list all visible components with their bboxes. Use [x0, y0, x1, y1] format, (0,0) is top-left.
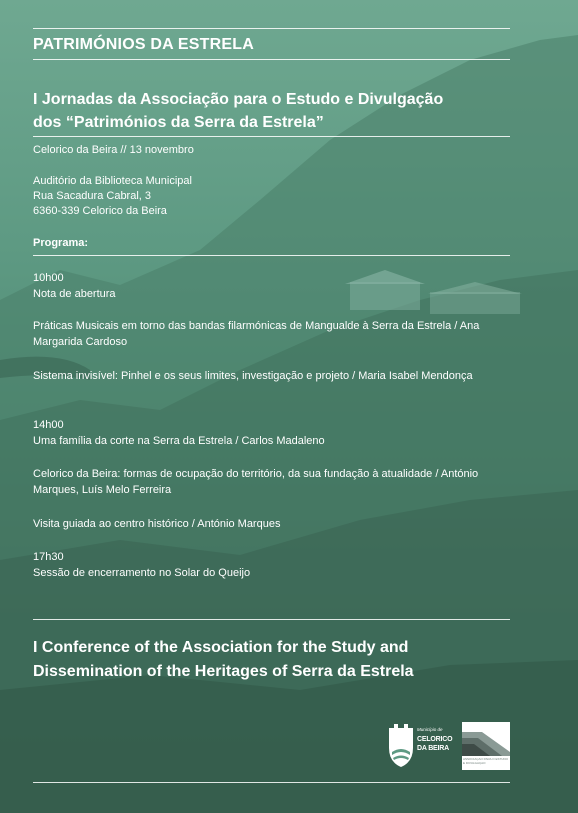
program-item: Uma família da corte na Serra da Estrela / Carlos Madaleno — [33, 435, 325, 447]
header-title: PATRIMÓNIOS DA ESTRELA — [33, 36, 254, 53]
association-logo — [462, 722, 510, 770]
program-time: 10h00 — [33, 272, 64, 284]
association-subtitle-text: E DIVULGAÇÃO — [463, 762, 486, 765]
program-time: 17h30 — [33, 551, 64, 563]
program-item: Sessão de encerramento no Solar do Queijo — [33, 567, 251, 579]
celorico-logo — [388, 724, 458, 770]
event-title-pt — [33, 88, 523, 134]
program-item: Nota de abertura — [33, 288, 116, 300]
venue-line: Auditório da Biblioteca Municipal — [33, 175, 192, 187]
english-title — [33, 636, 533, 684]
association-name-text: ASSOCIAÇÃO PARA O ESTUDO — [463, 758, 508, 761]
castle-tower-icon — [388, 724, 414, 768]
programa-divider — [33, 255, 510, 256]
title-divider — [33, 136, 510, 137]
english-title-line1: I Conference of the Association for the Study and — [33, 639, 409, 656]
english-top-divider — [33, 619, 510, 620]
program-item: Visita guiada ao centro histórico / António Marques — [33, 518, 281, 530]
english-title-line2: Dissemination of the Heritages of Serra da Estrela — [33, 663, 414, 680]
logo-municipio-text: Município de — [417, 727, 443, 732]
bottom-divider — [33, 782, 510, 783]
top-divider — [33, 28, 510, 29]
program-item: Práticas Musicais em torno das bandas filarmónicas de Mangualde à Serra da Estrela / Ana Margarida Cardoso — [33, 320, 480, 348]
program-time: 14h00 — [33, 419, 64, 431]
event-title-line1: I Jornadas da Associação para o Estudo e Divulgação — [33, 91, 444, 108]
program-item: Sistema invisível: Pinhel e os seus limites, investigação e projeto / Maria Isabel Mendonça — [33, 370, 473, 382]
logo-celorico-text: CELORICO — [417, 736, 453, 743]
program-item: Celorico da Beira: formas de ocupação do território, da sua fundação à atualidade / António Marques, Luís Melo Ferreira — [33, 468, 479, 496]
event-title-line2: dos “Patrimónios da Serra da Estrela” — [33, 114, 324, 131]
logo-da-beira-text: DA BEIRA — [417, 745, 449, 752]
venue-block — [33, 174, 192, 219]
venue-line: 6360-339 Celorico da Beira — [33, 205, 167, 217]
programa-label: Programa: — [33, 237, 89, 249]
header-divider — [33, 59, 510, 60]
venue-line: Rua Sacadura Cabral, 3 — [33, 190, 152, 202]
location-date: Celorico da Beira // 13 novembro — [33, 144, 194, 156]
